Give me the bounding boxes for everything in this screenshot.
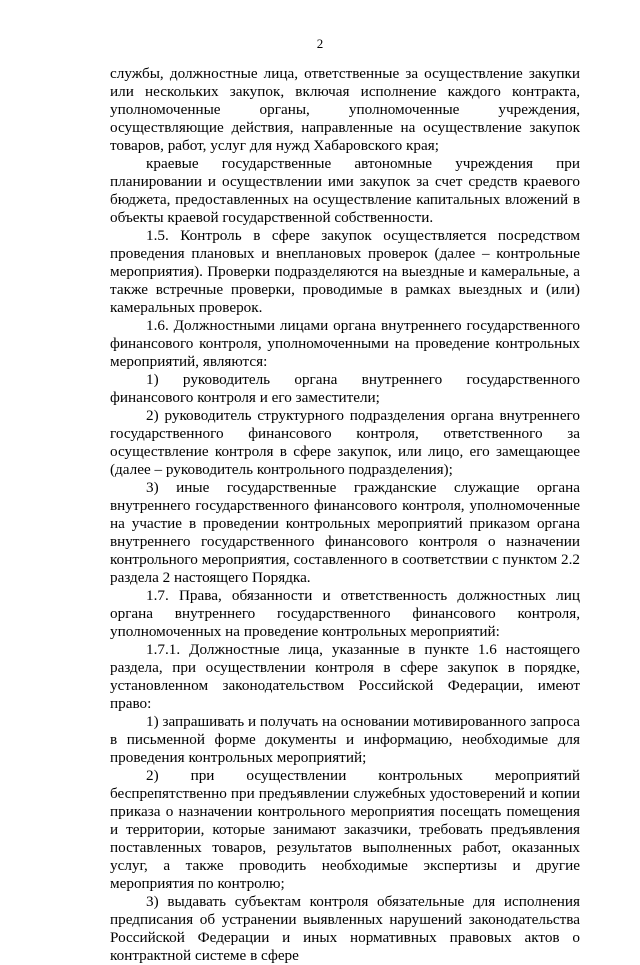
paragraph-1-7-1-item-1: 1) запрашивать и получать на основании мотивированного запроса в письменной форме документы и информацию, необходимые для проведения контрольных мероприятий; <box>110 713 580 766</box>
paragraph-1-7-1-item-2: 2) при осуществлении контрольных мероприятий беспрепятственно при предъявлении служебных удостоверений и копии приказа о назначении контрольного мероприятия посещать помещения и территории, которые занимают заказчики, требовать предъявления поставленных товаров, результатов выполненных работ, оказанных услуг, а также проводить необходимые экспертизы и другие мероприятия по контролю; <box>110 767 580 892</box>
paragraph-1-6-item-2: 2) руководитель структурного подразделения органа внутреннего государственного финансового контроля, ответственного за осуществление контроля в сфере закупок, или лицо, его замещающее (далее – руководитель контрольного подразделения); <box>110 407 580 478</box>
paragraph-1-5: 1.5. Контроль в сфере закупок осуществляется посредством проведения плановых и внеплановых проверок (далее – контрольные мероприятия). Проверки подразделяются на выездные и камеральные, а также встречные проверки, проводимые в рамках выездных и (или) камеральных проверок. <box>110 227 580 316</box>
page-number: 2 <box>316 36 324 51</box>
paragraph-1-6: 1.6. Должностными лицами органа внутреннего государственного финансового контроля, уполномоченными на проведение контрольных мероприятий, являются: <box>110 317 580 370</box>
document-body <box>110 65 580 965</box>
paragraph-1-7-1: 1.7.1. Должностные лица, указанные в пункте 1.6 настоящего раздела, при осуществлении контроля в сфере закупок в порядке, установленном законодательством Российской Федерации, имеют право: <box>110 641 580 712</box>
paragraph-autonomous-institutions: краевые государственные автономные учреждения при планировании и осуществлении ими закупок за счет средств краевого бюджета, предоставленных на осуществление капитальных вложений в объекты краевой государственной собственности. <box>110 155 580 226</box>
paragraph-1-6-item-1: 1) руководитель органа внутреннего государственного финансового контроля и его заместители; <box>110 371 580 406</box>
paragraph-1-7: 1.7. Права, обязанности и ответственность должностных лиц органа внутреннего государственного финансового контроля, уполномоченных на проведение контрольных мероприятий: <box>110 587 580 640</box>
paragraph-1-6-item-3: 3) иные государственные гражданские служащие органа внутреннего государственного финансового контроля, уполномоченные на участие в проведении контрольных мероприятий приказом органа внутреннего государственного финансового контроля о назначении контрольного мероприятия, составленного в соответствии с пунктом 2.2 раздела 2 настоящего Порядка. <box>110 479 580 586</box>
paragraph-continuation: службы, должностные лица, ответственные за осуществление закупки или нескольких закупок, включая исполнение каждого контракта, уполномоченные органы, уполномоченные учреждения, осуществляющие действия, направленные на осуществление закупок товаров, работ, услуг для нужд Хабаровского края; <box>110 65 580 154</box>
paragraph-1-7-1-item-3: 3) выдавать субъектам контроля обязательные для исполнения предписания об устранении выявленных нарушений законодательства Российской Федерации и иных нормативных правовых актов о контрактной системе в сфере <box>110 893 580 964</box>
